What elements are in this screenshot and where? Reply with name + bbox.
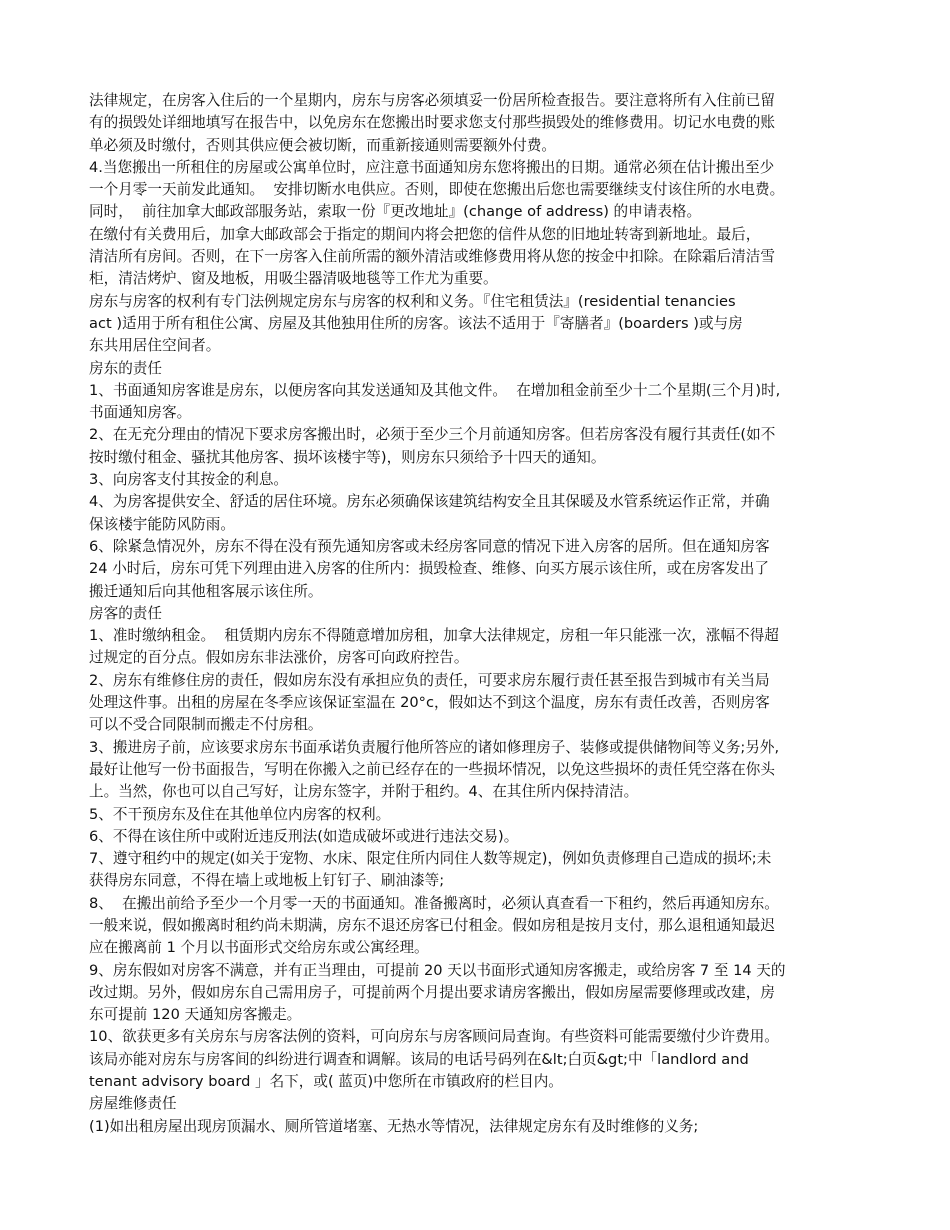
section-heading-landlord: 房东的责任 bbox=[89, 359, 162, 377]
text-line: 同时， 前往加拿大邮政部服务站，索取一份『更改地址』(change of address) 的申请表格。 bbox=[89, 203, 702, 221]
text-line: 在缴付有关费用后，加拿大邮政部会于指定的期间内将会把您的信件从您的旧地址转寄到新地址。最后， bbox=[89, 225, 761, 243]
text-line: 一个月零一天前发此通知。 安排切断水电供应。否则，即使在您搬出后您也需要继续支付该住所的水电费。 bbox=[89, 181, 785, 199]
text-line: 最好让他写一份书面报告，写明在你搬入之前已经存在的一些损坏情况，以免这些损坏的责任凭空落在你头 bbox=[89, 760, 775, 778]
text-line: 有的损毁处详细地填写在报告中，以免房东在您搬出时要求您支付那些损毁处的维修费用。切记水电费的账 bbox=[89, 114, 775, 132]
text-line: 书面通知房客。 bbox=[89, 404, 192, 422]
section-heading-tenant: 房客的责任 bbox=[89, 604, 162, 622]
text-line: 获得房东同意，不得在墙上或地板上钉钉子、刷油漆等; bbox=[89, 872, 445, 890]
text-line: 3、向房客支付其按金的利息。 bbox=[89, 471, 289, 489]
text-line: 3、搬进房子前，应该要求房东书面承诺负责履行他所答应的诸如修理房子、装修或提供储物间等义务;另外, bbox=[89, 738, 780, 756]
text-line: 5、不干预房东及住在其他单位内房客的权利。 bbox=[89, 805, 391, 823]
text-line: 房东与房客的权利有专门法例规定房东与房客的权利和义务。『住宅租赁法』(residential tenancies bbox=[89, 292, 736, 310]
text-line: 6、不得在该住所中或附近违反刑法(如造成破坏或进行违法交易)。 bbox=[89, 827, 519, 845]
text-line: 24 小时后，房东可凭下列理由进入房客的住所内：损毁检查、维修、向买方展示该住所，或在房客发出了 bbox=[89, 560, 769, 578]
document-body bbox=[89, 90, 869, 1138]
text-line: 10、欲获更多有关房东与房客法例的资料，可向房东与房客顾问局查询。有些资料可能需要缴付少许费用。 bbox=[89, 1028, 779, 1046]
text-line: 东可提前 120 天通知房客搬走。 bbox=[89, 1006, 302, 1024]
text-line: (1)如出租房屋出现房顶漏水、厕所管道堵塞、无热水等情况，法律规定房东有及时维修的义务; bbox=[89, 1117, 699, 1135]
text-line: 可以不受合同限制而搬走不付房租。 bbox=[89, 716, 323, 734]
text-line: 东共用居住空间者。 bbox=[89, 337, 221, 355]
text-line: 应在搬离前 1 个月以书面形式交给房东或公寓经理。 bbox=[89, 939, 429, 957]
text-line: 4.当您搬出一所租住的房屋或公寓单位时，应注意书面通知房东您将搬出的日期。通常必须在估计搬出至少 bbox=[89, 158, 775, 176]
text-line: 8、 在搬出前给予至少一个月零一天的书面通知。准备搬离时，必须认真查看一下租约，然后再通知房东。 bbox=[89, 894, 779, 912]
text-line: 4、为房客提供安全、舒适的居住环境。房东必须确保该建筑结构安全且其保暖及水管系统运作正常，并确 bbox=[89, 493, 770, 511]
text-line: 一般来说，假如搬离时租约尚未期满，房东不退还房客已付租金。假如房租是按月支付，那么退租通知最迟 bbox=[89, 916, 775, 934]
text-line: 处理这件事。出租的房屋在冬季应该保证室温在 20°c，假如达不到这个温度，房东有责任改善，否则房客 bbox=[89, 694, 770, 712]
text-line: 搬迁通知后向其他租客展示该住所。 bbox=[89, 582, 323, 600]
text-line: 7、遵守租约中的规定(如关于宠物、水床、限定住所内同住人数等规定)，例如负责修理自己造成的损坏;未 bbox=[89, 850, 772, 868]
section-heading-repair: 房屋维修责任 bbox=[89, 1095, 177, 1113]
text-line: 柜，清洁烤炉、窗及地板，用吸尘器清吸地毯等工作尤为重要。 bbox=[89, 270, 498, 288]
text-line: 改过期。另外，假如房东自己需用房子，可提前两个月提出要求请房客搬出，假如房屋需要修理或改建，房 bbox=[89, 983, 775, 1001]
text-line: 法律规定，在房客入住后的一个星期内，房东与房客必须填妥一份居所检查报告。要注意将所有入住前已留 bbox=[89, 92, 775, 109]
text-line: 2、房东有维修住房的责任，假如房东没有承担应负的责任，可要求房东履行责任甚至报告到城市有关当局 bbox=[89, 671, 770, 689]
text-line: 6、除紧急情况外，房东不得在没有预先通知房客或未经房客同意的情况下进入房客的居所。但在通知房客 bbox=[89, 537, 770, 555]
text-line: 该局亦能对房东与房客间的纠纷进行调查和调解。该局的电话号码列在&lt;白页&gt;中「landlord and bbox=[89, 1050, 749, 1068]
text-line: 1、书面通知房客谁是房东，以便房客向其发送通知及其他文件。 在增加租金前至少十二个星期(三个月)时, bbox=[89, 381, 781, 399]
text-line: 单必须及时缴付，否则其供应便会被切断，而重新接通则需要额外付费。 bbox=[89, 136, 557, 154]
text-line: 过规定的百分点。假如房东非法涨价，房客可向政府控告。 bbox=[89, 649, 469, 667]
text-line: act )适用于所有租住公寓、房屋及其他独用住所的房客。该法不适用于『寄膳者』(boarders )或与房 bbox=[89, 314, 743, 332]
text-line: 保该楼宇能防风防雨。 bbox=[89, 515, 235, 533]
text-line: 清洁所有房间。否则，在下一房客入住前所需的额外清洁或维修费用将从您的按金中扣除。在除霜后清洁雪 bbox=[89, 248, 775, 266]
text-line: 按时缴付租金、骚扰其他房客、损坏该楼宇等)，则房东只须给予十四天的通知。 bbox=[89, 448, 606, 466]
text-line: tenant advisory board 」名下，或( 蓝页)中您所在市镇政府的栏目内。 bbox=[89, 1073, 563, 1091]
text-line: 1、准时缴纳租金。 租赁期内房东不得随意增加房租，加拿大法律规定，房租一年只能涨一次，涨幅不得超 bbox=[89, 627, 779, 645]
text-line: 上。当然，你也可以自己写好，让房东签字，并附于租约。4、在其住所内保持清洁。 bbox=[89, 783, 639, 801]
text-line: 2、在无充分理由的情况下要求房客搬出时，必须于至少三个月前通知房客。但若房客没有履行其责任(如不 bbox=[89, 426, 776, 444]
text-line: 9、房东假如对房客不满意，并有正当理由，可提前 20 天以书面形式通知房客搬走，或给房客 7 至 14 天的 bbox=[89, 961, 786, 979]
